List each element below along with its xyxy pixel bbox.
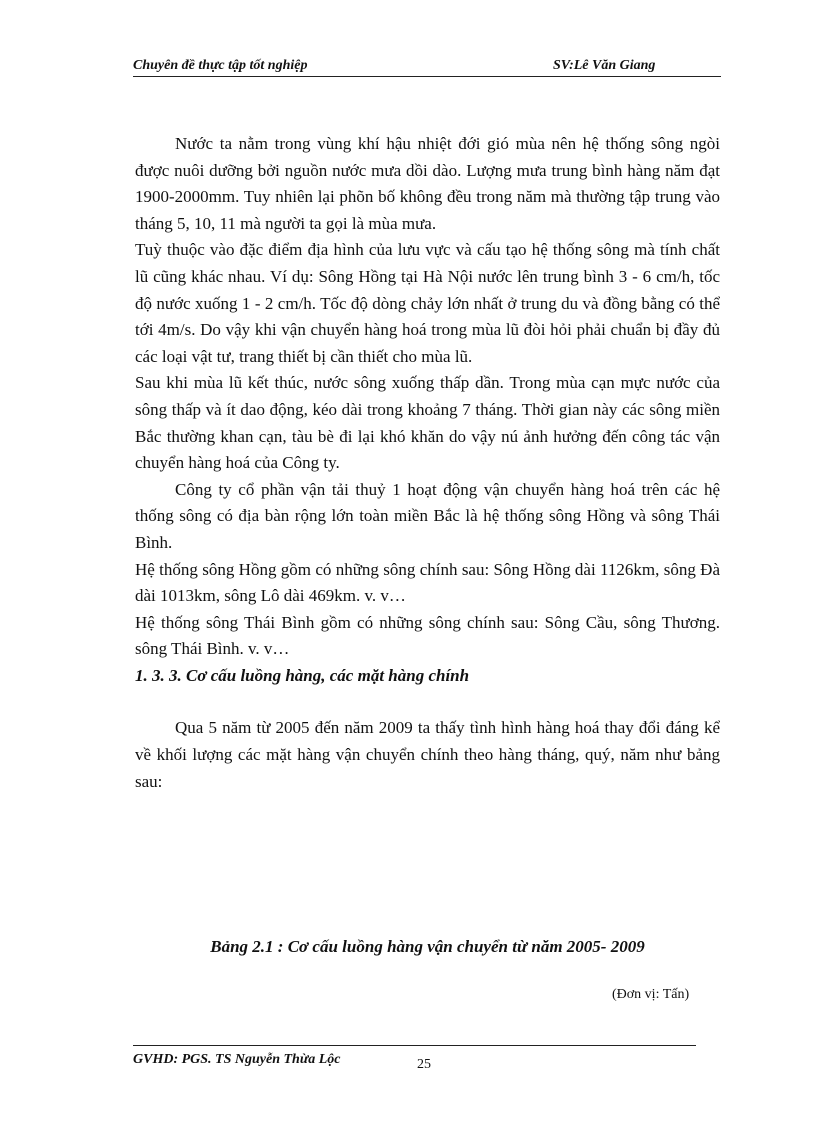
footer-supervisor: GVHD: PGS. TS Nguyễn Thừa Lộc: [133, 1052, 341, 1067]
page-number: 25: [417, 1057, 431, 1072]
document-body: [135, 131, 720, 795]
paragraph-company-operations: Công ty cổ phần vận tải thuỷ 1 hoạt động vận chuyển hàng hoá trên các hệ thống sông có địa bàn rộng lớn toàn miền Bắc là hệ thống sông Hồng và sông Thái Bình.: [135, 479, 720, 552]
section-heading: 1. 3. 3. Cơ cấu luồng hàng, các mặt hàng chính: [135, 665, 470, 685]
paragraph-climate: Nước ta nằm trong vùng khí hậu nhiệt đới gió mùa nên hệ thống sông ngòi được nuôi dưỡng bởi nguồn nước mưa dồi dào. Lượng mưa trung bình hàng năm đạt 1900-2000mm. Tuy nhiên lại phõn bố không đều trong năm mà thường tập trung vào tháng 5, 10, 11 mà người ta gọi là mùa mưa.: [135, 134, 720, 233]
table-caption: Bảng 2.1 : Cơ cấu luồng hàng vận chuyển từ năm 2005- 2009: [210, 937, 645, 956]
table-unit: (Đơn vị: Tấn): [612, 987, 690, 1002]
footer-divider: [133, 1045, 696, 1046]
paragraph-red-river-system: Hệ thống sông Hồng gồm có những sông chính sau: Sông Hồng dài 1126km, sông Đà dài 1013km, sông Lô dài 469km. v. v…: [135, 559, 720, 606]
paragraph-cargo-overview: Qua 5 năm từ 2005 đến năm 2009 ta thấy tình hình hàng hoá thay đổi đáng kể về khối lượng các mặt hàng vận chuyển chính theo hàng tháng, quý, năm như bảng sau:: [135, 718, 720, 791]
paragraph-flood-characteristics: Tuỳ thuộc vào đặc điểm địa hình của lưu vực và cấu tạo hệ thống sông mà tính chất lũ cũng khác nhau. Ví dụ: Sông Hồng tại Hà Nội nước lên trung bình 3 - 6 cm/h, tốc độ nước xuống 1 - 2 cm/h. Tốc độ dòng chảy lớn nhất ở trung du và đồng bằng có thể tới 4m/s. Do vậy khi vận chuyển hàng hoá trong mùa lũ đòi hỏi phải chuẩn bị đầy đủ các loại vật tư, trang thiết bị cần thiết cho mùa lũ.: [135, 240, 720, 366]
paragraph-thai-binh-system: Hệ thống sông Thái Bình gồm có những sông chính sau: Sông Cầu, sông Thương. sông Thái Bình. v. v…: [135, 612, 720, 659]
paragraph-dry-season: Sau khi mùa lũ kết thúc, nước sông xuống thấp dần. Trong mùa cạn mực nước của sông thấp và ít dao động, kéo dài trong khoảng 7 tháng. Thời gian này các sông miền Bắc thường khan cạn, tàu bè đi lại khó khăn do vậy nú ảnh hưởng đến công tác vận chuyển hàng hoá của Công ty.: [135, 373, 720, 473]
header-author: SV:Lê Văn Giang: [553, 58, 656, 73]
header-title: Chuyên đề thực tập tốt nghiệp: [133, 58, 308, 73]
page-header: [133, 56, 721, 77]
